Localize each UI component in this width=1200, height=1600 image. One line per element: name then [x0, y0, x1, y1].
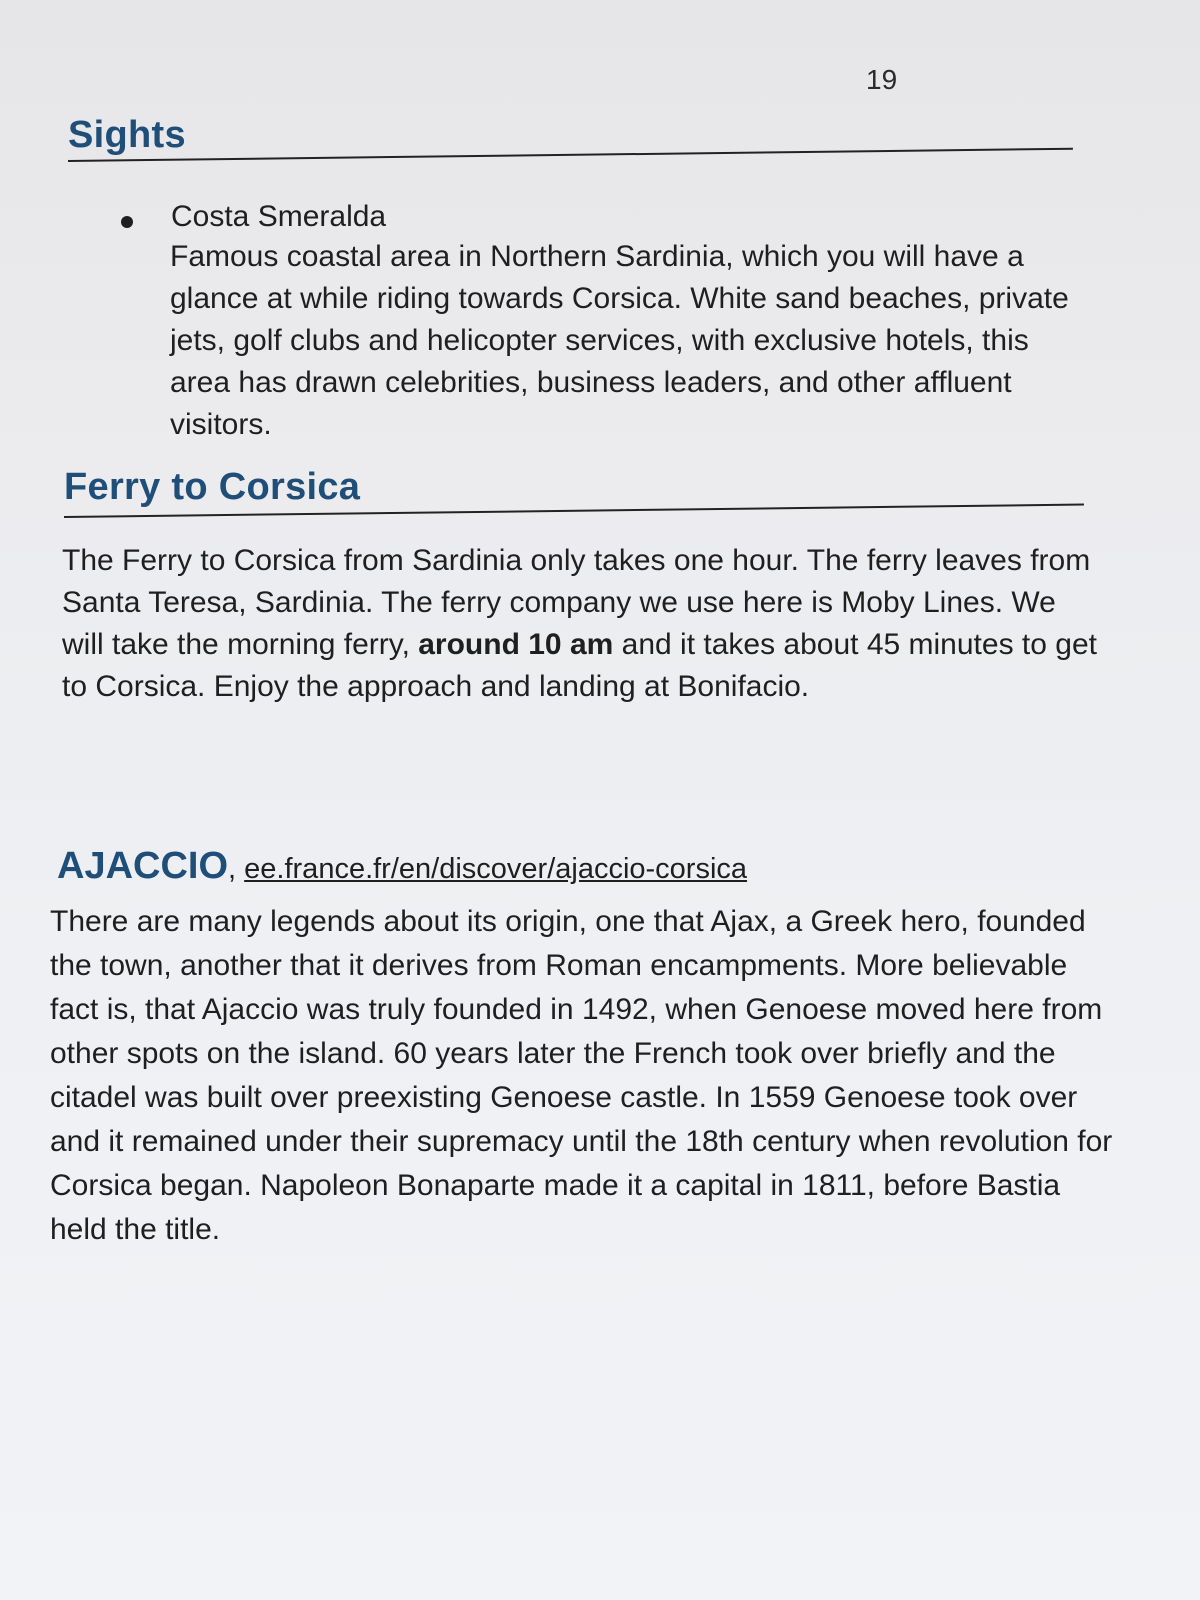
ferry-text-part2: and it takes about 45 minutes to get to Corsica. Enjoy the approach and landing at Bonifacio. — [62, 628, 1097, 703]
ajaccio-website-link[interactable]: ee.france.fr/en/discover/ajaccio-corsica — [244, 853, 748, 885]
ajaccio-separator: , — [228, 853, 245, 885]
ferry-heading: Ferry to Corsica — [64, 466, 361, 508]
sight-item-title: Costa Smeralda — [171, 200, 387, 233]
ajaccio-heading — [57, 845, 747, 888]
sights-heading: Sights — [68, 114, 186, 156]
bullet-marker — [121, 216, 133, 228]
ferry-paragraph — [62, 540, 1097, 708]
ferry-text-part1: The Ferry to Corsica from Sardinia only takes one hour. The ferry leaves from Santa Teresa, Sardinia. The ferry company we use here is Moby Lines. We will take the morning ferry, — [62, 544, 1091, 661]
sight-item-description: Famous coastal area in Northern Sardinia, which you will have a glance at while riding towards Corsica. White sand beaches, private jets, golf clubs and helicopter services, with exclusive hotels, this area has drawn celebrities, business leaders, and other affluent visitors. — [170, 240, 1069, 441]
ajaccio-paragraph: There are many legends about its origin, one that Ajax, a Greek hero, founded the town, another that it derives from Roman encampments. More believable fact is, that Ajaccio was truly founded in 1492, when Genoese moved here from other spots on the island. 60 years later the French took over briefly and the citadel was built over preexisting Genoese castle. In 1559 Genoese took over and it remained under their supremacy until the 18th century when revolution for Corsica began. Napoleon Bonaparte made it a capital in 1811, before Bastia held the title. — [50, 905, 1113, 1246]
ajaccio-title: AJACCIO — [57, 845, 229, 887]
page-number: 19 — [866, 64, 898, 95]
sights-divider — [68, 148, 1073, 162]
ferry-departure-time: around 10 am — [418, 628, 614, 661]
